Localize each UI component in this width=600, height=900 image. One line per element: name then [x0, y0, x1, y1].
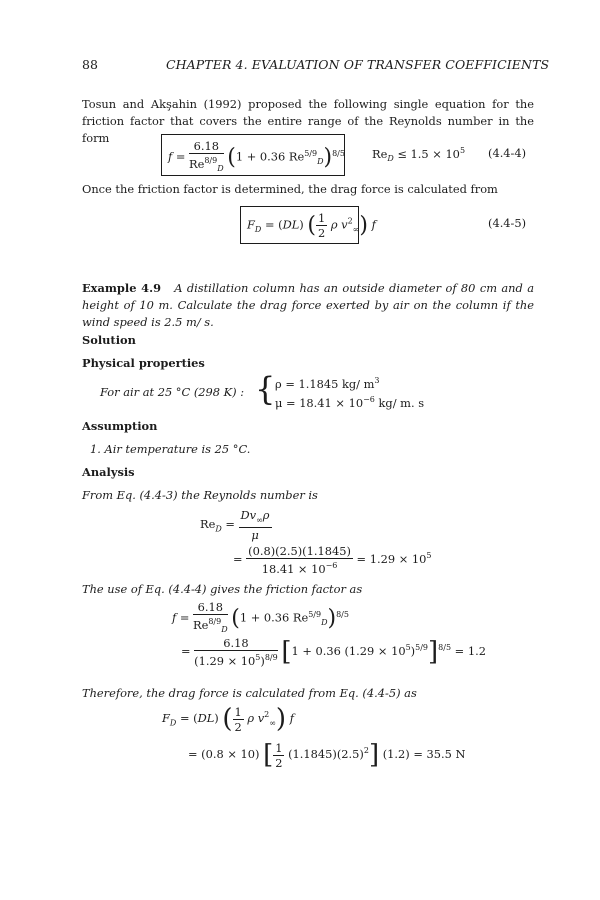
formula-numerator: 6.18	[189, 139, 224, 154]
friction-factor-general: f = $\frac{6.18}{Re^{8/9}_D}$ (1 + 0.36 $Re^{5/9}_D)^{8/5}$	[172, 600, 349, 635]
reynolds-condition: $Re_D \le 1.5 \times 10^5$	[372, 146, 466, 164]
drag-force-formula: $F_D = (DL)$ ( $\frac{1}{2}$ ρ $v^2_\infty$) f	[247, 211, 376, 240]
properties-label: For air at 25 °C (298 K) :	[100, 385, 245, 399]
analysis-heading: Analysis	[82, 465, 135, 479]
drag-intro-text: Once the friction factor is determined, the drag force is calculated from	[82, 182, 498, 196]
equation-4-4-5-box	[240, 206, 376, 244]
equation-number-4-4-4: (4.4-4)	[488, 146, 527, 160]
example-label: Example 4.9	[82, 281, 162, 295]
example-text: A distillation column has an outside diameter of 80 cm and a height of 10 m. Calculate the drag force exerted by air on the column if the wind speed is 2.5 m/ s.	[82, 281, 534, 329]
reynolds-calculation: = $\frac{(0.8)(2.5)(1.1845)}{18.41 \times 10^{-6}}$ = $1.29 \times 10^5$	[233, 544, 432, 576]
friction-intro: The use of Eq. (4.4-4) gives the friction factor as	[82, 582, 363, 596]
drag-calc-intro: Therefore, the drag force is calculated from Eq. (4.4-5) as	[82, 686, 417, 700]
assumption-heading: Assumption	[82, 419, 158, 433]
intro-paragraph: Tosun and Akşahin (1992) proposed the following single equation for the friction factor that covers the entire range of the Reynolds number in the form	[82, 97, 534, 145]
reynolds-definition: $Re_D$ = $\frac{Dv_\infty\rho}{\mu}$	[200, 508, 270, 543]
reynolds-intro: From Eq. (4.4-3) the Reynolds number is	[82, 488, 318, 502]
drag-force-calculation: = (0.8 × 10) [ $\frac{1}{2}$ $(1.1845)(2.5)^2$] (1.2) = 35.5 N	[188, 740, 466, 770]
properties-brace: {	[255, 370, 276, 408]
drag-force-general: $F_D = (DL)$ ( $\frac{1}{2}$ ρ $v^2_\infty$) f	[162, 704, 294, 734]
example-4-9	[82, 280, 534, 331]
equation-number-4-4-5: (4.4-5)	[488, 216, 527, 230]
assumption-item: 1. Air temperature is 25 °C.	[90, 442, 251, 456]
viscosity-value: $\mu = 18.41 \times 10^{-6}$ kg/ m. s	[275, 395, 425, 410]
solution-heading: Solution	[82, 333, 136, 347]
equation-4-4-4-box	[161, 134, 345, 176]
page-number: 88	[82, 57, 98, 72]
friction-factor-formula: f = $\frac{6.18}{Re^{8/9}_D}$ (1 + 0.36 $Re^{5/9}_D)^{8/5}$	[168, 139, 345, 174]
physical-properties-heading: Physical properties	[82, 356, 205, 370]
density-value: ρ = 1.1845 kg/ $m^3$	[275, 376, 380, 391]
friction-factor-calculation: = $\frac{6.18}{(1.29 \times 10^5)^{8/9}}$ [1 + 0.36 $(1.29 \times 10^5)^{5/9}]^{8/5} = 1.2$	[181, 636, 486, 668]
chapter-title: CHAPTER 4. EVALUATION OF TRANSFER COEFFICIENTS	[166, 57, 550, 72]
